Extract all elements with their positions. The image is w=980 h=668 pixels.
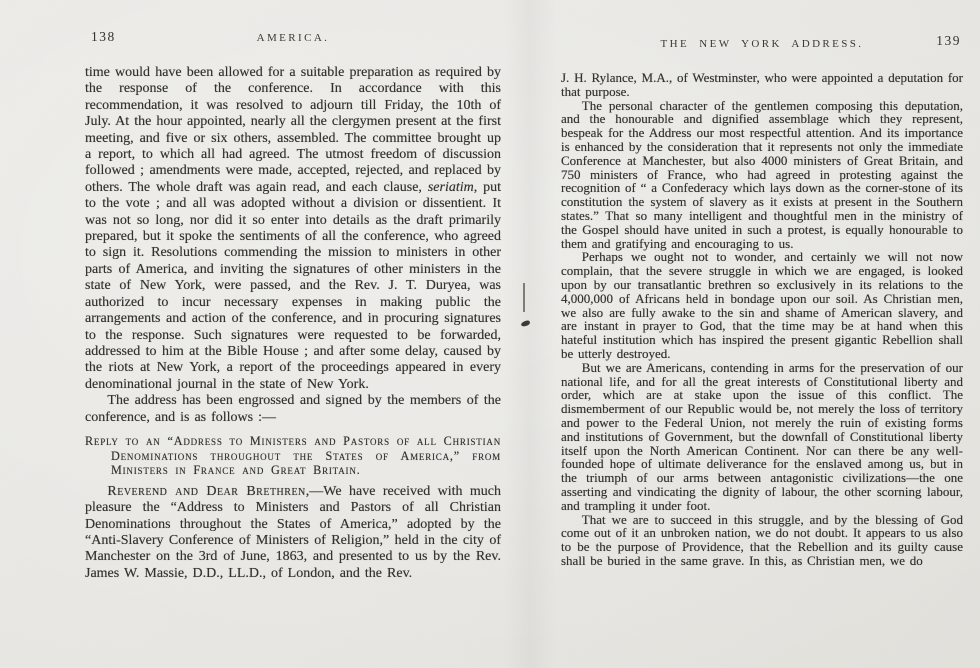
page-gutter-shade [503, 0, 557, 668]
page-body-left [85, 65, 501, 582]
paragraph [561, 513, 963, 568]
paragraph [561, 250, 963, 360]
text-segment: , put to the vote ; and all was adopted without a division or dissentient. It was not so long, nor did it so enter into details as the draft primarily prepared, but it spoke the sentiments of all the conference, who agreed to sign it. Resolutions commending the mission to ministers in other parts of America, and inviting the signatures of other ministers in the state of New York, were passed, and the Rev. J. T. Duryea, was authorized to incur necessary expenses in making public the arrangements and action of the conference, and in procuring signatures to the response. Such signatures were requested to be forwarded, addressed to him at the Bible House ; and after some delay, caused by the riots at New York, a report of the proceedings appeared in every denominational journal in the state of New York. [85, 179, 502, 392]
text-segment: time would have been allowed for a suitable preparation as required by the response of the conference. In accordance with this recommendation, it was resolved to adjourn till Friday, the 10th of July. At the hour appointed, nearly all the clergymen present at the first meeting, and five or six others, assembled. The committee brought up a report, to which all had agreed. The utmost freedom of discussion followed ; amendments were made, accepted, rejected, and replaced by others. The whole draft was again read, and each clause, [85, 65, 501, 195]
page-number-left: 138 [91, 29, 116, 44]
paragraph [561, 71, 963, 99]
text-segment-smallcaps: Reverend and Dear Brethren [107, 483, 306, 499]
text-segment: That we are to succeed in this struggle, and by the blessing of God come out of it an unbroken nation, we do not doubt. It appears to us also to be the purpose of Providence, that the Rebellion and its guilty cause shall be buried in the same grave. In this, as Christian men, we do [561, 511, 963, 568]
paragraph [561, 99, 963, 251]
scan-artifact-line [523, 283, 525, 312]
paragraph [561, 361, 963, 513]
text-segment: The address has been engrossed and signed by the members of the conference, and is as follows :— [85, 393, 501, 425]
running-head-left: AMERICA. [256, 32, 330, 44]
text-segment: ,—We have received with much pleasure the “Address to Ministers and Pastors of all Christian Denominations throughout the States of America,” adopted by the “Anti-Slavery Conference of Ministers of Religion,” held in the city of Manchester on the 3rd of June, 1863, and presented to us by the Rev. James W. Massie, D.D., LL.D., of London, and the Rev. [85, 483, 501, 581]
running-head-right: THE NEW YORK ADDRESS. [660, 38, 864, 50]
text-segment: Perhaps we ought not to wonder, and certainly we will not now complain, that the severe struggle in which we are engaged, is looked upon by our transatlantic brethren so exclusively in its relations to the 4,000,000 of Africans held in bondage upon our soil. As Christian men, we also are fully awake to the sin and shame of American slavery, and are instant in prayer to God, that the time may be at hand when this hateful institution which has inspired the present gigantic Rebellion shall be utterly destroyed. [561, 249, 963, 361]
page-header-left [85, 29, 501, 52]
text-segment: The personal character of the gentlemen composing this deputation, and the honourable and dignified assemblage which they represent, bespeak for the Address our most respectful attention. And its importance is enhanced by the consideration that it represents not only the immediate Conference at Manchester, but also 4000 ministers of Great Britain, and 750 ministers of France, who had agreed in protesting against the recognition of “ a Confederacy which lays down as the corner-stone of its constitution the system of slavery as it exists at present in the Southern states.” That so many intelligent and thoughtful men in the ministry of the Gospel should have united in such a protest, is equally honourable to them and gratifying and encouraging to us. [561, 97, 963, 251]
page-left [85, 29, 502, 582]
page-right [561, 33, 963, 568]
page-body-right [561, 71, 963, 568]
scan-artifact-speck [521, 320, 531, 327]
text-segment-italic: seriatim [427, 179, 474, 195]
paragraph [85, 393, 501, 426]
text-segment: J. H. Rylance, M.A., of Westminster, who were appointed a deputation for that purpose. [561, 70, 963, 99]
page-header-right [561, 33, 963, 58]
text-segment: Reply to an “Address to Ministers and Pastors of all Christian Denominations throughout the States of America,” from Ministers in France and Great Britain. [85, 433, 501, 478]
paragraph [85, 484, 501, 582]
paragraph [85, 65, 501, 393]
page-number-right: 139 [936, 33, 961, 48]
text-segment: But we are Americans, contending in arms for the preservation of our national life, and for all the great interests of Constitutional liberty and order, which are at stake upon the issue of this conflict. The dismemberment of our Republic would be, not merely the loss of territory and power to the Federal Union, not merely the ruin of existing forms and institutions of Government, but the downfall of Constitutional liberty itself upon the North American Continent. Nor can there be any well-founded hope of ultimate deliverance for the enslaved among us, but in the triumph of our arms between antagonistic civilizations—the one asserting and vindicating the dignity of labour, the other scorning labour, and trampling it under foot. [561, 359, 963, 513]
address-heading [85, 434, 501, 478]
